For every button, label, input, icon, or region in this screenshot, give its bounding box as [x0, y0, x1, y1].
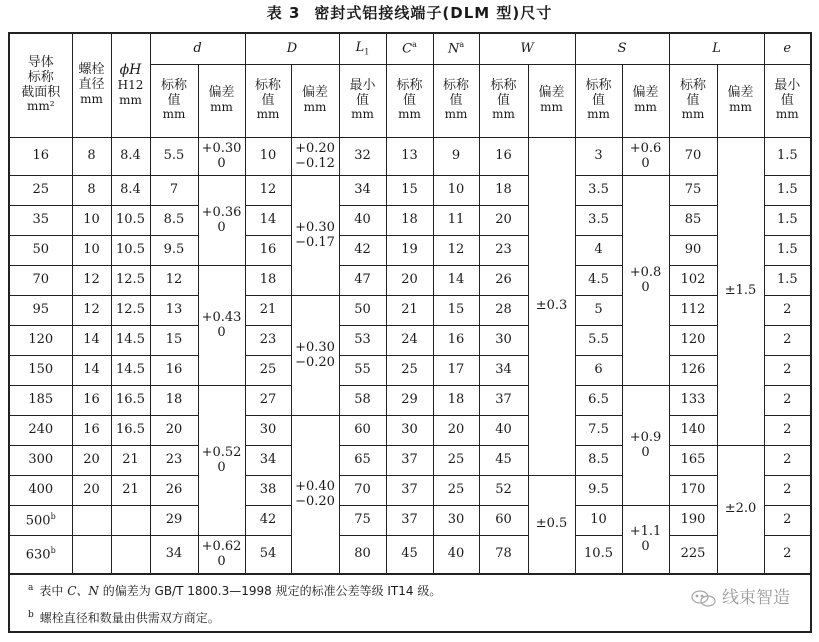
table-title — [0, 2, 819, 23]
table-row — [9, 356, 811, 386]
W-deviation-cell: ±0.5 — [528, 476, 575, 575]
table-cell: 18 — [433, 386, 479, 416]
table-cell: 3.5 — [575, 176, 622, 206]
table-cell: 20 — [72, 446, 111, 476]
table-cell: 75 — [339, 506, 386, 536]
table-cell: 12.5 — [111, 266, 150, 296]
table-cell: 14.5 — [111, 326, 150, 356]
footnote-b: $^b$ 螺栓直径和数量由供需双方商定。 — [28, 610, 220, 625]
d-deviation-cell: +0.52 0 — [198, 386, 245, 536]
table-cell: 10 — [72, 206, 111, 236]
table-cell: 15 — [150, 326, 198, 356]
table-cell: 400 — [9, 476, 72, 506]
table-cell: 21 — [386, 296, 433, 326]
table-cell: 30 — [386, 416, 433, 446]
table-cell: 50 — [339, 296, 386, 326]
table-cell: 26 — [150, 476, 198, 506]
table-cell: 40 — [479, 416, 528, 446]
table-cell: 1.5 — [764, 266, 811, 296]
header-L1: $L_1$ — [339, 33, 386, 65]
table-cell: 185 — [9, 386, 72, 416]
table-cell: 8 — [72, 176, 111, 206]
table-cell: 75 — [669, 176, 717, 206]
header-bolt-diameter: 螺栓 直径 mm — [72, 33, 111, 138]
table-cell: 90 — [669, 236, 717, 266]
header-L-deviation: 偏差 mm — [717, 65, 764, 138]
table-cell: 4.5 — [575, 266, 622, 296]
d-deviation-cell: +0.43 0 — [198, 266, 245, 386]
D-deviation-cell: +0.40 −0.20 — [291, 416, 339, 575]
table-cell: 35 — [9, 206, 72, 236]
table-cell: 29 — [150, 506, 198, 536]
table-cell: 37 — [386, 476, 433, 506]
table-cell: 112 — [669, 296, 717, 326]
table-cell: 2 — [764, 296, 811, 326]
table-cell: 70 — [9, 266, 72, 296]
dimension-table — [8, 32, 812, 633]
footnote-a: $^a$ 表中 C、N 的偏差为 GB/T 1800.3—1998 规定的标准公差等级 IT14 级。 — [28, 583, 442, 598]
table-cell: 14 — [433, 266, 479, 296]
header-d-nominal: 标称 值 mm — [150, 65, 198, 138]
header-phiH: ϕH H12 mm — [111, 33, 150, 138]
header-S: S — [575, 33, 669, 65]
table-cell: 133 — [669, 386, 717, 416]
table-cell: 12 — [150, 266, 198, 296]
header-L1-min: 最小 值 mm — [339, 65, 386, 138]
table-cell: 5.5 — [150, 138, 198, 176]
table-cell: 23 — [479, 236, 528, 266]
d-deviation-cell: +0.62 0 — [198, 536, 245, 575]
table-cell: 12 — [245, 176, 291, 206]
watermark — [690, 589, 790, 609]
table-cell: 16 — [9, 138, 72, 176]
table-cell: 37 — [386, 506, 433, 536]
table-cell: 53 — [339, 326, 386, 356]
table-cell: 65 — [339, 446, 386, 476]
table-cell: 2 — [764, 386, 811, 416]
table-cell: 15 — [433, 296, 479, 326]
table-cell: 10 — [245, 138, 291, 176]
table-cell: 34 — [150, 536, 198, 575]
table-cell: 630$^b$ — [9, 536, 72, 575]
S-deviation-cell: +0.9 0 — [622, 386, 669, 506]
D-deviation-cell: +0.30 −0.20 — [291, 296, 339, 416]
header-L-nominal: 标称 值 mm — [669, 65, 717, 138]
header-C-nominal: 标称 值 mm — [386, 65, 433, 138]
table-cell: 60 — [339, 416, 386, 446]
table-cell: 70 — [669, 138, 717, 176]
table-cell: 50 — [9, 236, 72, 266]
table-caption: 密封式铝接线端子(DLM 型)尺寸 — [314, 4, 553, 22]
table-row — [9, 326, 811, 356]
table-cell: 18 — [386, 206, 433, 236]
table-cell: 12 — [433, 236, 479, 266]
table-cell: 8.4 — [111, 176, 150, 206]
table-cell: 14.5 — [111, 356, 150, 386]
table-cell: 10 — [433, 176, 479, 206]
S-deviation-cell: +0.6 0 — [622, 138, 669, 176]
table-cell: 7 — [150, 176, 198, 206]
table-cell: 225 — [669, 536, 717, 575]
header-D: D — [245, 33, 339, 65]
table-cell: 60 — [479, 506, 528, 536]
table-cell: 16 — [72, 416, 111, 446]
table-cell: 150 — [9, 356, 72, 386]
table-cell: 1.5 — [764, 206, 811, 236]
wechat-icon — [690, 589, 718, 609]
table-cell: 30 — [245, 416, 291, 446]
L-deviation-cell: ±2.0 — [717, 446, 764, 575]
table-cell: 500$^b$ — [9, 506, 72, 536]
header-S-nominal: 标称 值 mm — [575, 65, 622, 138]
header-d: d — [150, 33, 245, 65]
table-cell: 2 — [764, 506, 811, 536]
table-cell: 16 — [72, 386, 111, 416]
header-D-nominal: 标称 值 mm — [245, 65, 291, 138]
table-cell: 55 — [339, 356, 386, 386]
header-N-nominal: 标称 值 mm — [433, 65, 479, 138]
table-cell: 20 — [72, 476, 111, 506]
table-cell: 26 — [479, 266, 528, 296]
table-cell: 190 — [669, 506, 717, 536]
table-cell: 2 — [764, 536, 811, 575]
table-cell: 120 — [669, 326, 717, 356]
L-deviation-cell: ±1.5 — [717, 138, 764, 446]
table-row — [9, 536, 811, 575]
table-cell: 102 — [669, 266, 717, 296]
table-cell — [72, 536, 111, 575]
table-cell: 1.5 — [764, 176, 811, 206]
table-cell: 58 — [339, 386, 386, 416]
table-cell: 32 — [339, 138, 386, 176]
table-cell: 95 — [9, 296, 72, 326]
header-S-deviation: 偏差 mm — [622, 65, 669, 138]
table-cell: 37 — [386, 446, 433, 476]
table-cell: 14 — [72, 356, 111, 386]
header-e-min: 最小 值 mm — [764, 65, 811, 138]
header-W-nominal: 标称 值 mm — [479, 65, 528, 138]
table-cell: 16 — [245, 236, 291, 266]
table-cell: 1.5 — [764, 138, 811, 176]
table-row — [9, 476, 811, 506]
table-cell: 34 — [479, 356, 528, 386]
table-cell: 42 — [245, 506, 291, 536]
table-cell: 40 — [433, 536, 479, 575]
table-number: 表 3 — [266, 4, 301, 22]
D-deviation-cell: +0.20 −0.12 — [291, 138, 339, 176]
table-row — [9, 236, 811, 266]
table-cell: 70 — [339, 476, 386, 506]
header-conductor-area: 导体 标称 截面积 mm² — [9, 33, 72, 138]
table-cell: 2 — [764, 446, 811, 476]
table-cell: 16.5 — [111, 416, 150, 446]
table-cell: 14 — [245, 206, 291, 236]
table-cell: 16 — [479, 138, 528, 176]
table-cell: 240 — [9, 416, 72, 446]
table-cell: 52 — [479, 476, 528, 506]
table-cell: 16 — [433, 326, 479, 356]
table-cell: 27 — [245, 386, 291, 416]
table-cell: 2 — [764, 356, 811, 386]
table-cell: 23 — [245, 326, 291, 356]
table-cell: 3.5 — [575, 206, 622, 236]
table-cell: 34 — [245, 446, 291, 476]
table-cell: 40 — [339, 206, 386, 236]
table-cell: 30 — [479, 326, 528, 356]
table-cell: 12 — [72, 296, 111, 326]
table-cell: 15 — [386, 176, 433, 206]
D-deviation-cell: +0.30 −0.17 — [291, 176, 339, 296]
table-cell: 16.5 — [111, 386, 150, 416]
table-cell: 23 — [150, 446, 198, 476]
table-cell: 3 — [575, 138, 622, 176]
table-cell — [72, 506, 111, 536]
table-cell: 16 — [150, 356, 198, 386]
table-cell: 18 — [245, 266, 291, 296]
table-cell: 300 — [9, 446, 72, 476]
table-cell: 21 — [245, 296, 291, 326]
table-cell: 25 — [245, 356, 291, 386]
table-row — [9, 416, 811, 446]
header-e: e — [764, 33, 811, 65]
table-cell: 10 — [72, 236, 111, 266]
table-cell: 8.5 — [575, 446, 622, 476]
table-row — [9, 176, 811, 206]
table-cell: 5 — [575, 296, 622, 326]
table-cell: 10.5 — [111, 206, 150, 236]
S-deviation-cell: +0.8 0 — [622, 176, 669, 386]
table-cell: 8.4 — [111, 138, 150, 176]
header-L: L — [669, 33, 764, 65]
table-cell: 37 — [479, 386, 528, 416]
table-cell: 24 — [386, 326, 433, 356]
table-cell: 18 — [150, 386, 198, 416]
table-cell: 30 — [433, 506, 479, 536]
table-cell: 18 — [479, 176, 528, 206]
table-row — [9, 506, 811, 536]
table-cell: 6.5 — [575, 386, 622, 416]
table-cell: 5.5 — [575, 326, 622, 356]
table-cell: 25 — [433, 476, 479, 506]
table-cell: 1.5 — [764, 236, 811, 266]
table-cell: 25 — [9, 176, 72, 206]
table-cell: 45 — [386, 536, 433, 575]
table-cell: 54 — [245, 536, 291, 575]
table-cell: 21 — [111, 446, 150, 476]
table-cell: 120 — [9, 326, 72, 356]
table-row — [9, 206, 811, 236]
table-cell: 28 — [479, 296, 528, 326]
table-cell: 9.5 — [150, 236, 198, 266]
table-cell: 29 — [386, 386, 433, 416]
table-cell — [111, 506, 150, 536]
table-cell: 47 — [339, 266, 386, 296]
table-cell: 8 — [72, 138, 111, 176]
table-cell: 2 — [764, 416, 811, 446]
header-W-deviation: 偏差 mm — [528, 65, 575, 138]
table-cell: 85 — [669, 206, 717, 236]
table-cell: 126 — [669, 356, 717, 386]
table-cell: 170 — [669, 476, 717, 506]
table-cell: 19 — [386, 236, 433, 266]
table-cell: 25 — [386, 356, 433, 386]
table-cell: 20 — [386, 266, 433, 296]
table-cell: 78 — [479, 536, 528, 575]
table-cell: 42 — [339, 236, 386, 266]
table-row — [9, 296, 811, 326]
table-cell: 9.5 — [575, 476, 622, 506]
table-cell: 10 — [575, 506, 622, 536]
table-cell: 2 — [764, 326, 811, 356]
table-cell: 14 — [72, 326, 111, 356]
table-cell — [111, 536, 150, 575]
table-cell: 13 — [150, 296, 198, 326]
header-N: $N^a$ — [433, 33, 479, 65]
table-cell: 38 — [245, 476, 291, 506]
d-deviation-cell: +0.36 0 — [198, 176, 245, 266]
table-cell: 17 — [433, 356, 479, 386]
header-W: W — [479, 33, 575, 65]
table-cell: 45 — [479, 446, 528, 476]
watermark-text: 线束智造 — [722, 588, 791, 609]
table-cell: 25 — [433, 446, 479, 476]
table-row — [9, 138, 811, 176]
table-cell: 10.5 — [575, 536, 622, 575]
table-cell: 165 — [669, 446, 717, 476]
table-cell: 6 — [575, 356, 622, 386]
table-cell: 4 — [575, 236, 622, 266]
W-deviation-cell: ±0.3 — [528, 138, 575, 476]
d-deviation-cell: +0.30 0 — [198, 138, 245, 176]
table-cell: 10.5 — [111, 236, 150, 266]
S-deviation-cell: +1.1 0 — [622, 506, 669, 575]
table-cell: 34 — [339, 176, 386, 206]
table-cell: 12.5 — [111, 296, 150, 326]
table-row — [9, 446, 811, 476]
table-cell: 11 — [433, 206, 479, 236]
table-row — [9, 266, 811, 296]
header-D-deviation: 偏差 mm — [291, 65, 339, 138]
table-cell: 140 — [669, 416, 717, 446]
table-cell: 20 — [433, 416, 479, 446]
header-d-deviation: 偏差 mm — [198, 65, 245, 138]
table-cell: 80 — [339, 536, 386, 575]
table-cell — [9, 574, 811, 632]
table-cell: 13 — [386, 138, 433, 176]
table-cell: 20 — [479, 206, 528, 236]
table-cell: 9 — [433, 138, 479, 176]
table-cell: 12 — [72, 266, 111, 296]
table-footnotes — [9, 574, 811, 632]
table-cell: 8.5 — [150, 206, 198, 236]
header-C: $C^a$ — [386, 33, 433, 65]
table-row — [9, 386, 811, 416]
table-cell: 7.5 — [575, 416, 622, 446]
table-cell: 2 — [764, 476, 811, 506]
table-cell: 21 — [111, 476, 150, 506]
table-cell: 20 — [150, 416, 198, 446]
